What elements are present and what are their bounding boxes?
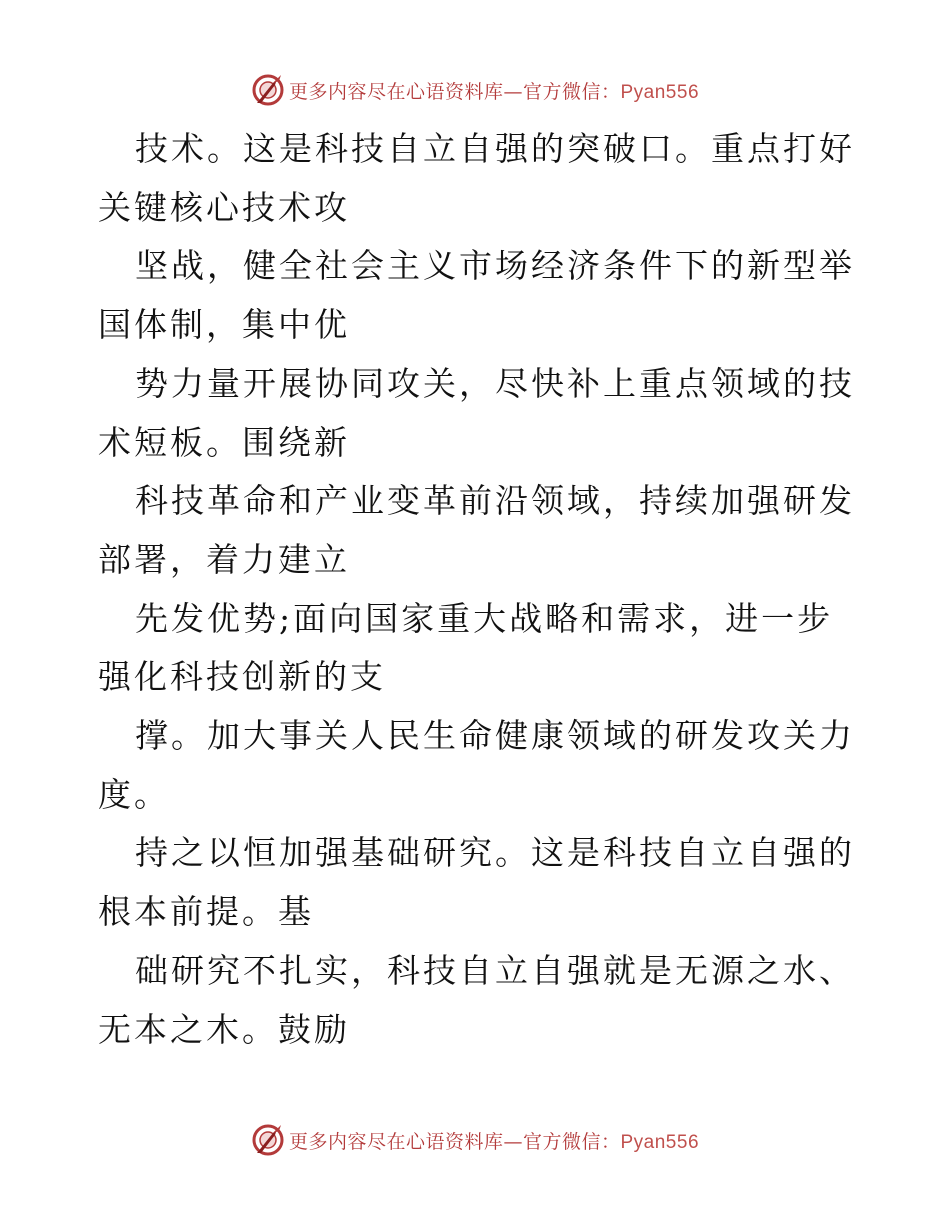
header-watermark <box>0 70 950 110</box>
body-text <box>98 120 858 1059</box>
watermark-main: 更多内容尽在心语资料库 <box>288 80 504 103</box>
paragraph: 技术。这是科技自立自强的突破口。重点打好关键核心技术攻 <box>98 129 855 227</box>
quill-logo-icon <box>251 1123 285 1157</box>
paragraph: 础研究不扎实，科技自立自强就是无源之水、无本之木。鼓励 <box>98 950 855 1049</box>
paragraph: 先发优势;面向国家重大战略和需求，进一步强化科技创新的支 <box>98 598 834 697</box>
paragraph: 势力量开展协同攻关，尽快补上重点领域的技术短板。围绕新 <box>98 363 855 462</box>
paragraph: 科技革命和产业变革前沿领域，持续加强研发部署，着力建立 <box>98 481 855 579</box>
watermark-text <box>289 77 699 104</box>
watermark-handle: Pyan556 <box>620 81 700 103</box>
watermark-suffix: 官方微信： <box>522 80 621 103</box>
watermark-suffix: 官方微信： <box>522 1130 621 1153</box>
quill-logo-icon <box>251 73 285 107</box>
watermark-separator: — <box>503 80 523 103</box>
watermark-text <box>289 1127 699 1154</box>
paragraph: 撑。加大事关人民生命健康领域的研发攻关力度。 <box>98 716 855 814</box>
watermark-main: 更多内容尽在心语资料库 <box>288 1130 504 1153</box>
footer-watermark <box>0 1120 950 1160</box>
watermark-separator: — <box>503 1130 523 1153</box>
paragraph: 坚战，健全社会主义市场经济条件下的新型举国体制，集中优 <box>98 246 855 345</box>
watermark-handle: Pyan556 <box>620 1131 700 1153</box>
paragraph: 持之以恒加强基础研究。这是科技自立自强的根本前提。基 <box>98 833 855 932</box>
